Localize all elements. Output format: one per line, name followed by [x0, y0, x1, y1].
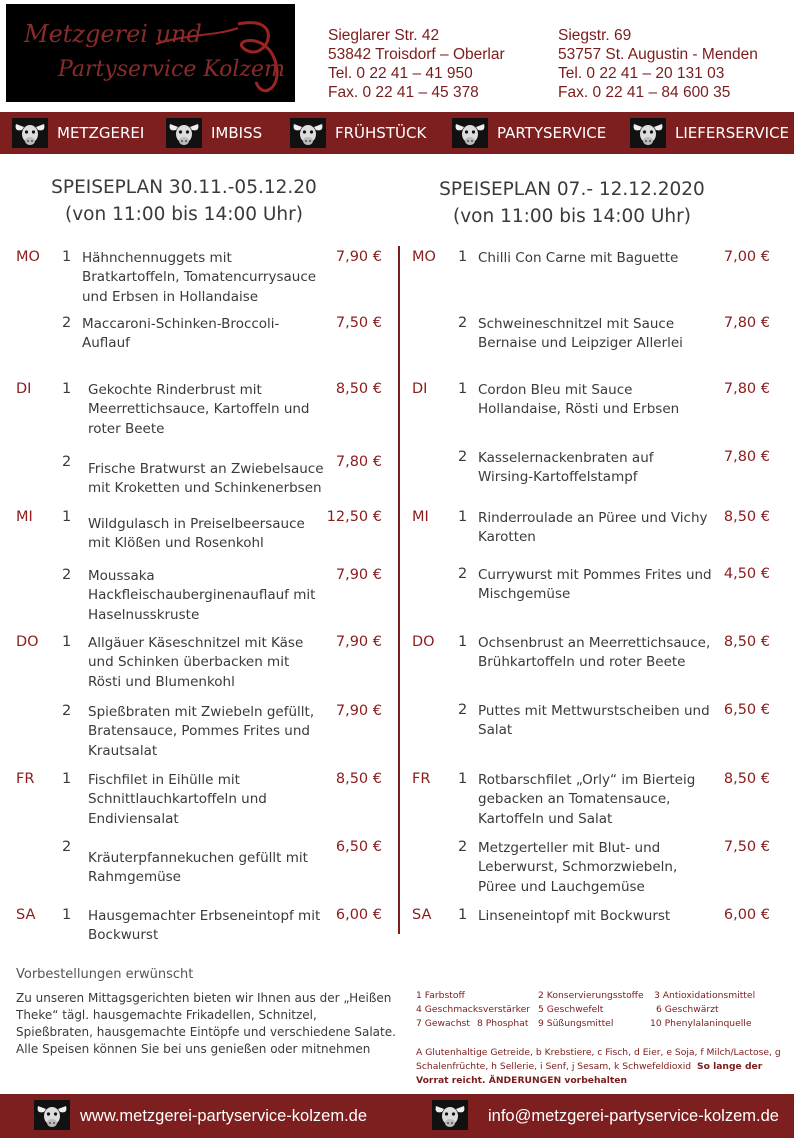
- menu-dish: Rotbarschfilet „Orly“ im Bierteig gebacken an Tomatensauce, Kartoffeln und Salat: [478, 772, 696, 827]
- nav-item-partyservice[interactable]: [452, 112, 606, 154]
- plan-heading: SPEISEPLAN 07.- 12.12.2020: [439, 179, 705, 200]
- menu-number: 2: [62, 315, 72, 331]
- address-city: 53842 Troisdorf – Oberlar: [328, 46, 505, 63]
- menu-day: MI: [412, 509, 429, 525]
- menu-price: 7,50 €: [335, 315, 382, 331]
- address-troisdorf: [328, 26, 505, 102]
- plan-title-week1: [36, 174, 332, 228]
- logo-line2: Partyservice Kolzem: [58, 57, 285, 82]
- menu-number: 1: [62, 249, 72, 265]
- nav-item-fruehstueck[interactable]: [290, 112, 426, 154]
- menu-dish: Ochsenbrust an Meerrettichsauce, Brühkartoffeln und roter Beete: [478, 635, 711, 671]
- menu-number: 1: [62, 509, 72, 525]
- footer-bar: [0, 1094, 794, 1138]
- menu-price: 8,50 €: [723, 634, 770, 650]
- additive-item: 5 Geschwefelt: [538, 1004, 604, 1015]
- additive-item: 3 Antioxidationsmittel: [654, 990, 756, 1001]
- menu-price: 7,90 €: [335, 703, 382, 719]
- menu-price: 7,00 €: [723, 249, 770, 265]
- menu-dish: Wildgulasch in Preiselbeersauce mit Klößen und Rosenkohl: [88, 516, 305, 552]
- menu-number: 2: [62, 839, 72, 855]
- menu-price: 7,80 €: [723, 381, 770, 397]
- bull-icon: [630, 118, 666, 148]
- menu-day: SA: [16, 907, 36, 923]
- menu-dish: Puttes mit Mettwurstscheiben und Salat: [478, 703, 710, 739]
- bull-icon: [432, 1100, 468, 1132]
- address-street: Siegstr. 69: [558, 27, 632, 44]
- bull-icon: [290, 118, 326, 148]
- additive-item: 6 Geschwärzt: [656, 1004, 719, 1015]
- plan-hours: (von 11:00 bis 14:00 Uhr): [65, 204, 303, 225]
- allergens-text: A Glutenhaltige Getreide, b Krebstiere, c Fisch, d Eier, e Soja, f Milch/Lactose, g Schalenfrüchte, h Sellerie, i Senf, j Sesam, k Schwefeldioxid: [416, 1047, 781, 1072]
- menu-price: 8,50 €: [335, 381, 382, 397]
- menu-dish: Allgäuer Käseschnitzel mit Käse und Schinken überbacken mit Rösti und Blumenkohl: [88, 635, 304, 690]
- menu-dish: Gekochte Rinderbrust mit Meerrettichsauce, Kartoffeln und roter Beete: [88, 382, 310, 437]
- additive-item: 2 Konservierungsstoffe: [538, 990, 644, 1001]
- bull-icon: [452, 118, 488, 148]
- menu-number: 2: [458, 566, 468, 582]
- address-phone: Tel. 0 22 41 – 41 950: [328, 65, 473, 82]
- menu-dish: Hähnchennuggets mit Bratkartoffeln, Tomatencurrysauce und Erbsen in Hollandaise: [82, 250, 317, 305]
- menu-day: SA: [412, 907, 432, 923]
- nav-bar: [0, 112, 794, 154]
- menu-number: 2: [62, 454, 72, 470]
- menu-price: 7,80 €: [723, 449, 770, 465]
- additive-item: 7 Gewachst: [416, 1018, 470, 1029]
- menu-price: 7,80 €: [335, 454, 382, 470]
- address-fax: Fax. 0 22 41 – 84 600 35: [558, 84, 731, 101]
- menu-dish: Fischfilet in Eihülle mit Schnittlauchkartoffeln und Endiviensalat: [88, 772, 267, 827]
- menu-number: 2: [458, 702, 468, 718]
- menu-price: 7,90 €: [335, 634, 382, 650]
- menu-number: 1: [62, 381, 72, 397]
- menu-price: 7,50 €: [723, 839, 770, 855]
- menu-dish: Metzgerteller mit Blut- und Leberwurst, Schmorzwiebeln, Püree und Lauchgemüse: [478, 840, 678, 895]
- availability-notice: So lange der Vorrat reicht. ÄNDERUNGEN vorbehalten: [416, 1061, 763, 1086]
- menu-dish: Maccaroni-Schinken-Broccoli-Auflauf: [82, 316, 280, 352]
- column-divider: [398, 246, 400, 934]
- menu-day: DI: [16, 381, 32, 397]
- menu-day: MO: [412, 249, 436, 265]
- menu-price: 6,00 €: [335, 907, 382, 923]
- menu-price: 12,50 €: [326, 509, 382, 525]
- menu-dish: Spießbraten mit Zwiebeln gefüllt, Bratensauce, Pommes Frites und Krautsalat: [88, 704, 315, 759]
- menu-day: DO: [16, 634, 39, 650]
- menu-dish: Kasselernackenbraten auf Wirsing-Kartoffelstampf: [478, 450, 654, 486]
- bull-icon: [166, 118, 202, 148]
- menu-dish: Kräuterpfannekuchen gefüllt mit Rahmgemüse: [88, 850, 308, 886]
- menu-number: 2: [62, 703, 72, 719]
- address-street: Sieglarer Str. 42: [328, 27, 440, 44]
- bull-icon: [12, 118, 48, 148]
- menu-number: 1: [458, 907, 468, 923]
- nav-label: FRÜHSTÜCK: [335, 124, 427, 142]
- menu-price: 7,90 €: [335, 249, 382, 265]
- menu-price: 4,50 €: [723, 566, 770, 582]
- nav-label: PARTYSERVICE: [497, 124, 607, 142]
- address-city: 53757 St. Augustin - Menden: [558, 46, 758, 63]
- menu-price: 8,50 €: [723, 509, 770, 525]
- menu-number: 2: [62, 567, 72, 583]
- logo-line1: Metzgerei und: [24, 20, 202, 48]
- nav-label: LIEFERSERVICE: [675, 124, 790, 142]
- menu-number: 1: [62, 907, 72, 923]
- allergens-legend: [416, 1046, 786, 1088]
- preorder-heading: Vorbestellungen erwünscht: [16, 967, 194, 982]
- bull-icon: [34, 1100, 70, 1132]
- additive-item: 8 Phosphat: [477, 1018, 529, 1029]
- menu-price: 7,90 €: [335, 567, 382, 583]
- menu-price: 6,00 €: [723, 907, 770, 923]
- menu-day: MO: [16, 249, 40, 265]
- menu-day: DO: [412, 634, 435, 650]
- nav-label: IMBISS: [211, 124, 263, 142]
- website-text: www.metzgerei-partyservice-kolzem.de: [80, 1106, 368, 1125]
- menu-number: 1: [62, 634, 72, 650]
- menu-number: 1: [62, 771, 72, 787]
- menu-price: 8,50 €: [723, 771, 770, 787]
- menu-price: 7,80 €: [723, 315, 770, 331]
- menu-number: 1: [458, 381, 468, 397]
- menu-number: 2: [458, 315, 468, 331]
- additive-item: 1 Farbstoff: [416, 990, 465, 1001]
- menu-number: 1: [458, 509, 468, 525]
- plan-heading: SPEISEPLAN 30.11.-05.12.20: [51, 177, 317, 198]
- additive-item: 4 Geschmacksverstärker: [416, 1004, 531, 1015]
- menu-day: MI: [16, 509, 33, 525]
- menu-number: 1: [458, 634, 468, 650]
- menu-dish: Cordon Bleu mit Sauce Hollandaise, Rösti und Erbsen: [478, 382, 680, 418]
- menu-number: 1: [458, 249, 468, 265]
- menu-dish: Rinderroulade an Püree und Vichy Karotten: [478, 510, 708, 546]
- menu-day: FR: [16, 771, 35, 787]
- nav-label: METZGEREI: [57, 124, 145, 142]
- menu-dish: Schweineschnitzel mit Sauce Bernaise und Leipziger Allerlei: [478, 316, 683, 352]
- additive-item: 9 Süßungsmittel: [538, 1018, 614, 1029]
- logo: [6, 4, 295, 102]
- menu-day: DI: [412, 381, 428, 397]
- email-text: info@metzgerei-partyservice-kolzem.de: [488, 1106, 779, 1125]
- nav-item-lieferservice[interactable]: [630, 112, 789, 154]
- menu-dish: Hausgemachter Erbseneintopf mit Bockwurst: [88, 908, 321, 944]
- website-link[interactable]: [34, 1094, 367, 1138]
- address-menden: [558, 26, 758, 102]
- nav-item-metzgerei[interactable]: [12, 112, 144, 154]
- menu-number: 2: [458, 839, 468, 855]
- email-link[interactable]: [432, 1094, 779, 1138]
- menu-dish: Frische Bratwurst an Zwiebelsauce mit Kroketten und Schinkenerbsen: [88, 461, 324, 497]
- menu-price: 6,50 €: [335, 839, 382, 855]
- menu-price: 6,50 €: [723, 702, 770, 718]
- menu-dish: Chilli Con Carne mit Baguette: [478, 250, 679, 266]
- notes-body: Zu unseren Mittagsgerichten bieten wir Ihnen aus der „Heißen Theke“ tägl. hausgemachte Frikadellen, Schnitzel, Spießbraten, hausgemachte Eintöpfe und verschiedene Salate. Alle Speisen können Sie bei uns genießen oder mitnehmen: [16, 991, 396, 1056]
- address-fax: Fax. 0 22 41 – 45 378: [328, 84, 479, 101]
- menu-dish: Linseneintopf mit Bockwurst: [478, 908, 671, 924]
- plan-hours: (von 11:00 bis 14:00 Uhr): [453, 206, 691, 227]
- address-phone: Tel. 0 22 41 – 20 131 03: [558, 65, 725, 82]
- menu-number: 1: [458, 771, 468, 787]
- menu-day: FR: [412, 771, 431, 787]
- menu-dish: Moussaka Hackfleischauberginenauflauf mit Haselnusskruste: [88, 568, 316, 623]
- additive-item: 10 Phenylalaninquelle: [650, 1018, 752, 1029]
- menu-price: 8,50 €: [335, 771, 382, 787]
- menu-number: 2: [458, 449, 468, 465]
- plan-title-week2: [422, 176, 722, 230]
- nav-item-imbiss[interactable]: [166, 112, 262, 154]
- menu-dish: Currywurst mit Pommes Frites und Mischgemüse: [478, 567, 712, 603]
